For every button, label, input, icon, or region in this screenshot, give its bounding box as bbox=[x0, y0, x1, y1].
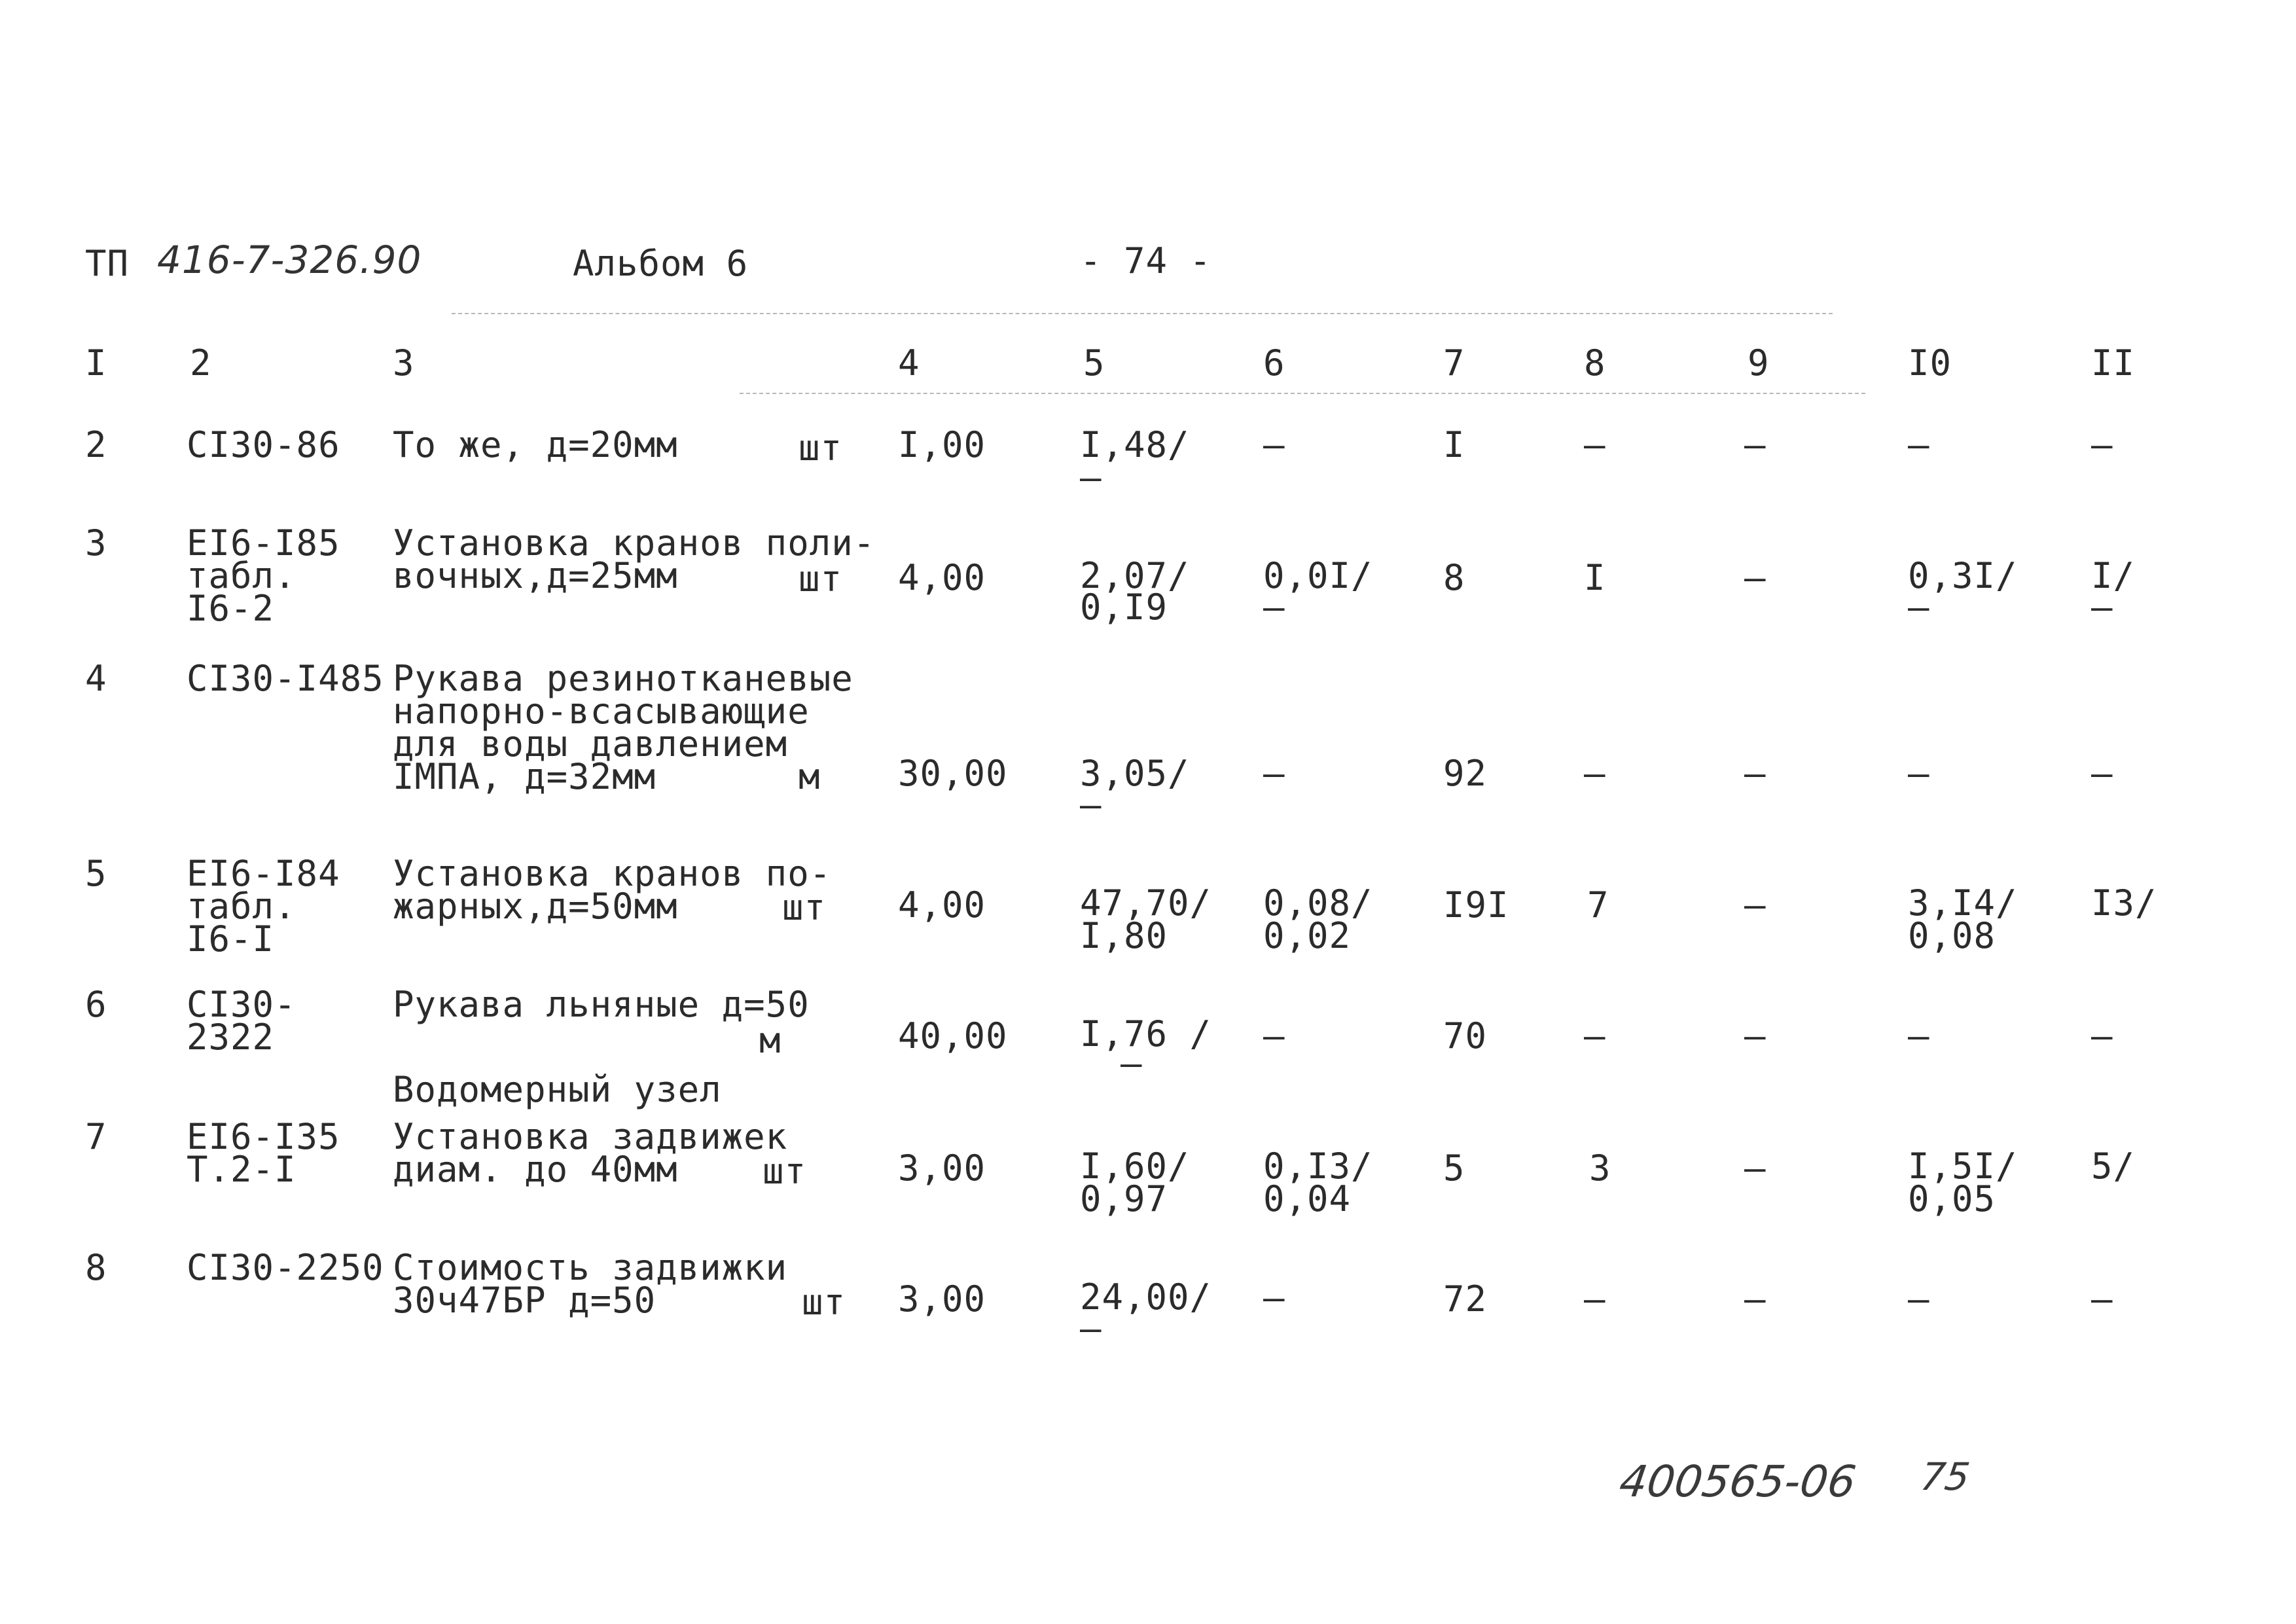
column-number: 3 bbox=[393, 342, 415, 384]
doc-number: 416-7-326.90 bbox=[157, 238, 422, 282]
row-c10: – bbox=[1908, 753, 1930, 794]
column-number: 4 bbox=[898, 342, 920, 384]
row-c9: – bbox=[1744, 1147, 1767, 1189]
row-c5-bottom: 0,97 bbox=[1080, 1178, 1168, 1219]
column-number: 5 bbox=[1083, 342, 1105, 384]
column-number: 7 bbox=[1443, 342, 1465, 384]
row-c6-top: 0,I3/ bbox=[1263, 1146, 1373, 1187]
row-c6-top: 0,0I/ bbox=[1263, 555, 1373, 596]
row-name: вочных,д=25мм bbox=[393, 555, 678, 596]
row-c10: – bbox=[1908, 1278, 1930, 1320]
album-label: Альбом 6 bbox=[573, 243, 749, 284]
row-c5-bottom: I,80 bbox=[1080, 915, 1168, 956]
row-quantity: 30,00 bbox=[898, 753, 1008, 794]
row-code: 2322 bbox=[187, 1017, 275, 1058]
column-number: 2 bbox=[190, 342, 212, 384]
row-c8: – bbox=[1584, 1278, 1606, 1320]
row-c7: 72 bbox=[1443, 1278, 1488, 1320]
row-c9: – bbox=[1744, 424, 1767, 465]
row-c11: – bbox=[2091, 424, 2113, 465]
row-c7: 70 bbox=[1443, 1015, 1488, 1056]
row-name: Стоимость задвижки bbox=[393, 1247, 788, 1288]
row-number: 8 bbox=[85, 1247, 107, 1288]
row-name: IМПА, д=32мм bbox=[393, 756, 656, 797]
row-c5-top: I,76 / bbox=[1080, 1013, 1212, 1055]
row-c10: – bbox=[1908, 424, 1930, 465]
row-c11-bottom: – bbox=[2091, 586, 2113, 628]
row-c5-bottom: – bbox=[1080, 457, 1102, 498]
row-c5-top: 3,05/ bbox=[1080, 753, 1190, 794]
row-code: I6-I bbox=[187, 918, 275, 960]
row-quantity: 3,00 bbox=[898, 1147, 986, 1189]
row-unit: м bbox=[798, 756, 821, 797]
row-name: Рукава льняные д=50 bbox=[393, 984, 810, 1025]
row-c11: – bbox=[2091, 1015, 2113, 1056]
column-number: 6 bbox=[1263, 342, 1285, 384]
row-number: 7 bbox=[85, 1116, 107, 1157]
row-name: диам. до 40мм bbox=[393, 1149, 678, 1190]
column-number: II bbox=[2091, 342, 2136, 384]
row-c8: 3 bbox=[1589, 1147, 1611, 1189]
row-c5-top: I,48/ bbox=[1080, 424, 1190, 465]
row-name: жарных,д=50мм bbox=[393, 886, 678, 927]
row-unit: м bbox=[759, 1020, 781, 1061]
row-c5-bottom: 0,I9 bbox=[1080, 586, 1168, 628]
row-number: 5 bbox=[85, 853, 107, 894]
row-number: 4 bbox=[85, 658, 107, 699]
row-c9: – bbox=[1744, 753, 1767, 794]
row-c6-bottom: – bbox=[1263, 586, 1285, 628]
row-c11: I3/ bbox=[2091, 882, 2157, 924]
row-c9: – bbox=[1744, 557, 1767, 598]
row-code: СI30- bbox=[187, 984, 296, 1025]
row-name: напорно-всасывающие bbox=[393, 691, 810, 732]
row-c11: 5/ bbox=[2091, 1146, 2136, 1187]
row-name: 30ч47БР д=50 bbox=[393, 1280, 656, 1321]
row-unit: шт bbox=[762, 1151, 807, 1192]
row-number: 3 bbox=[85, 522, 107, 564]
doc-prefix: ТП bbox=[85, 243, 130, 284]
column-rule bbox=[740, 393, 1865, 394]
header-rule bbox=[452, 313, 1833, 314]
row-c5-bottom: – bbox=[1121, 1043, 1143, 1084]
row-c5-top: 47,70/ bbox=[1080, 882, 1212, 924]
section-heading: Водомерный узел bbox=[393, 1069, 722, 1110]
row-c9: – bbox=[1744, 1278, 1767, 1320]
row-name: Рукава резинотканевые bbox=[393, 658, 853, 699]
row-code: табл. bbox=[187, 886, 296, 927]
row-quantity: 4,00 bbox=[898, 884, 986, 926]
row-name: Установка кранов по- bbox=[393, 853, 832, 894]
row-code: I6-2 bbox=[187, 588, 275, 629]
row-code: ЕI6-I84 bbox=[187, 853, 340, 894]
row-name: Установка кранов поли- bbox=[393, 522, 876, 564]
row-code: ЕI6-I35 bbox=[187, 1116, 340, 1157]
row-quantity: 4,00 bbox=[898, 557, 986, 598]
row-c6-top: 0,08/ bbox=[1263, 882, 1373, 924]
row-quantity: I,00 bbox=[898, 424, 986, 465]
row-c10-top: 0,3I/ bbox=[1908, 555, 2018, 596]
sheet-number: 75 bbox=[1918, 1454, 1973, 1499]
row-c5-top: 2,07/ bbox=[1080, 555, 1190, 596]
row-c6: – bbox=[1263, 424, 1285, 465]
row-code: СI30-2250 bbox=[187, 1247, 384, 1288]
row-c11-top: I/ bbox=[2091, 555, 2136, 596]
row-unit: шт bbox=[782, 887, 827, 928]
row-c8: – bbox=[1584, 424, 1606, 465]
row-number: 6 bbox=[85, 984, 107, 1025]
row-c9: – bbox=[1744, 884, 1767, 926]
row-quantity: 3,00 bbox=[898, 1278, 986, 1320]
row-code: Т.2-I bbox=[187, 1149, 296, 1190]
row-c7: I9I bbox=[1443, 884, 1509, 926]
row-c7: 5 bbox=[1443, 1147, 1465, 1189]
row-c11: – bbox=[2091, 1278, 2113, 1320]
row-c11: – bbox=[2091, 753, 2113, 794]
row-c10-top: I,5I/ bbox=[1908, 1146, 2018, 1187]
row-code: СI30-86 bbox=[187, 424, 340, 465]
row-unit: шт bbox=[798, 427, 843, 469]
row-c8: – bbox=[1584, 1015, 1606, 1056]
row-code: ЕI6-I85 bbox=[187, 522, 340, 564]
row-c6: – bbox=[1263, 1277, 1285, 1318]
page-number: - 74 - bbox=[1080, 240, 1212, 281]
row-c9: – bbox=[1744, 1015, 1767, 1056]
row-code: СI30-I485 bbox=[187, 658, 384, 699]
row-c7: 8 bbox=[1443, 557, 1465, 598]
column-number: I bbox=[85, 342, 107, 384]
row-c5-top: I,60/ bbox=[1080, 1146, 1190, 1187]
row-c6: – bbox=[1263, 1015, 1285, 1056]
inventory-number: 400565-06 bbox=[1616, 1456, 1859, 1507]
row-c8: I bbox=[1584, 557, 1606, 598]
row-unit: шт bbox=[802, 1282, 846, 1323]
row-quantity: 40,00 bbox=[898, 1015, 1008, 1056]
row-c6-bottom: 0,04 bbox=[1263, 1178, 1352, 1219]
row-c6-bottom: 0,02 bbox=[1263, 915, 1352, 956]
row-c10-bottom: 0,08 bbox=[1908, 915, 1996, 956]
row-c8: 7 bbox=[1587, 884, 1609, 926]
row-c7: 92 bbox=[1443, 753, 1488, 794]
row-number: 2 bbox=[85, 424, 107, 465]
row-c10: – bbox=[1908, 1015, 1930, 1056]
row-name: Установка задвижек bbox=[393, 1116, 788, 1157]
column-number: I0 bbox=[1908, 342, 1952, 384]
row-c7: I bbox=[1443, 424, 1465, 465]
row-c8: – bbox=[1584, 753, 1606, 794]
row-name: То же, д=20мм bbox=[393, 424, 678, 465]
row-c6: – bbox=[1263, 753, 1285, 794]
row-c10-bottom: – bbox=[1908, 586, 1930, 628]
row-c10-top: 3,I4/ bbox=[1908, 882, 2018, 924]
column-number: 8 bbox=[1584, 342, 1606, 384]
row-c10-bottom: 0,05 bbox=[1908, 1178, 1996, 1219]
row-unit: шт bbox=[798, 558, 843, 600]
row-c5-bottom: – bbox=[1080, 784, 1102, 825]
row-name: для воды давлением bbox=[393, 723, 788, 765]
column-number: 9 bbox=[1748, 342, 1770, 384]
row-c5-top: 24,00/ bbox=[1080, 1276, 1212, 1318]
row-c5-bottom: – bbox=[1080, 1308, 1102, 1349]
row-code: табл. bbox=[187, 555, 296, 596]
